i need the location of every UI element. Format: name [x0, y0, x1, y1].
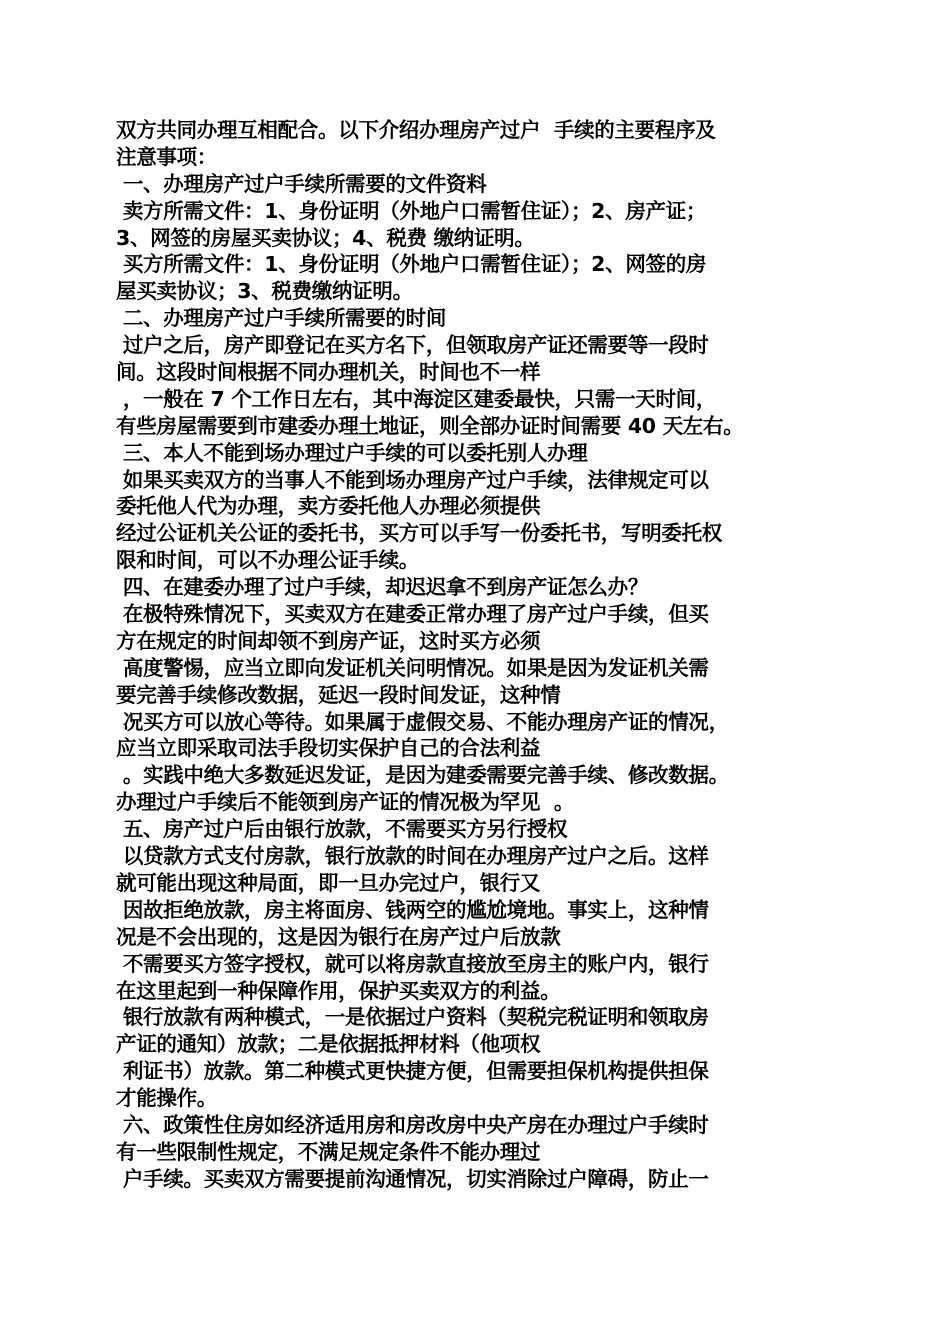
text-line: 因故拒绝放款，房主将面房、钱两空的尴尬境地。事实上，这种情 — [116, 897, 709, 922]
text-line: 在这里起到一种保障作用，保护买卖双方的利益。 — [116, 978, 561, 1003]
section-heading: 四、在建委办理了过户手续，却迟迟拿不到房产证怎么办？ — [116, 575, 649, 600]
text-line: 经过公证机关公证的委托书，买方可以手写一份委托书，写明委托权 — [116, 521, 722, 546]
text-line: 间。这段时间根据不同办理机关，时间也不一样 — [116, 360, 541, 385]
text-line: 高度警惕，应当立即向发证机关问明情况。如果是因为发证机关需 — [116, 655, 709, 680]
text-line: 卖方所需文件：1、身份证明（外地户口需暂住证）；2、房产证； — [116, 198, 707, 223]
text-line: 如果买卖双方的当事人不能到场办理房产过户手续，法律规定可以 — [116, 467, 709, 492]
text-line: 银行放款有两种模式，一是依据过户资料（契税完税证明和领取房 — [116, 1005, 709, 1030]
section-heading: 五、房产过户后由银行放款，不需要买方另行授权 — [116, 817, 568, 842]
text-line: 方在规定的时间却领不到房产证，这时买方必须 — [116, 628, 541, 653]
text-line: 屋买卖协议；3、税费缴纳证明。 — [116, 279, 413, 304]
text-line: 才能操作。 — [116, 1086, 217, 1111]
text-line: 过户之后，房产即登记在买方名下，但领取房产证还需要等一段时 — [116, 333, 709, 358]
section-heading: 三、本人不能到场办理过户手续的可以委托别人办理 — [116, 440, 588, 465]
text-line: 利证书）放款。第二种模式更快捷方便，但需要担保机构提供担保 — [116, 1059, 709, 1084]
text-line: 买方所需文件：1、身份证明（外地户口需暂住证）；2、网签的房 — [116, 252, 707, 277]
text-line: 不需要买方签字授权，就可以将房款直接放至房主的账户内，银行 — [116, 951, 709, 976]
text-line: ，一般在 7 个工作日左右，其中海淀区建委最快，只需一天时间， — [116, 386, 717, 411]
text-line: 有一些限制性规定，不满足规定条件不能办理过 — [116, 1139, 541, 1164]
text-line: 委托他人代为办理，卖方委托他人办理必须提供 — [116, 494, 541, 519]
text-line: 以贷款方式支付房款，银行放款的时间在办理房产过户之后。这样 — [116, 844, 709, 869]
section-heading: 六、政策性住房如经济适用房和房改房中央产房在办理过户手续时 — [116, 1112, 709, 1137]
text-line: 应当立即采取司法手段切实保护自己的合法利益 — [116, 736, 541, 761]
text-line: 况买方可以放心等待。如果属于虚假交易、不能办理房产证的情况， — [116, 709, 729, 734]
section-heading: 一、办理房产过户手续所需要的文件资料 — [116, 171, 487, 196]
text-line: 双方共同办理互相配合。以下介绍办理房产过户 手续的主要程序及 — [116, 118, 716, 142]
document-body — [116, 117, 846, 1193]
text-line: 办理过户手续后不能领到房产证的情况极为罕见 。 — [116, 790, 575, 815]
text-line: 注意事项： — [116, 144, 217, 169]
text-line: 。实践中绝大多数延迟发证，是因为建委需要完善手续、修改数据。 — [116, 763, 729, 788]
section-heading: 二、办理房产过户手续所需要的时间 — [116, 306, 447, 331]
text-line: 在极特殊情况下，买卖双方在建委正常办理了房产过户手续，但买 — [116, 602, 709, 627]
text-line: 限和时间，可以不办理公证手续。 — [116, 548, 419, 573]
text-line: 产证的通知）放款；二是依据抵押材料（他项权 — [116, 1032, 541, 1057]
text-line: 就可能出现这种局面，即一旦办完过户，银行又 — [116, 870, 541, 895]
text-line: 况是不会出现的，这是因为银行在房产过户后放款 — [116, 924, 561, 949]
text-line: 有些房屋需要到市建委办理土地证，则全部办证时间需要 40 天左右。 — [116, 413, 744, 438]
text-line: 户手续。买卖双方需要提前沟通情况，切实消除过户障碍，防止一 — [116, 1166, 709, 1191]
text-line: 3、网签的房屋买卖协议；4、税费 缴纳证明。 — [116, 225, 535, 250]
text-line: 要完善手续修改数据，延迟一段时间发证，这种情 — [116, 682, 561, 707]
